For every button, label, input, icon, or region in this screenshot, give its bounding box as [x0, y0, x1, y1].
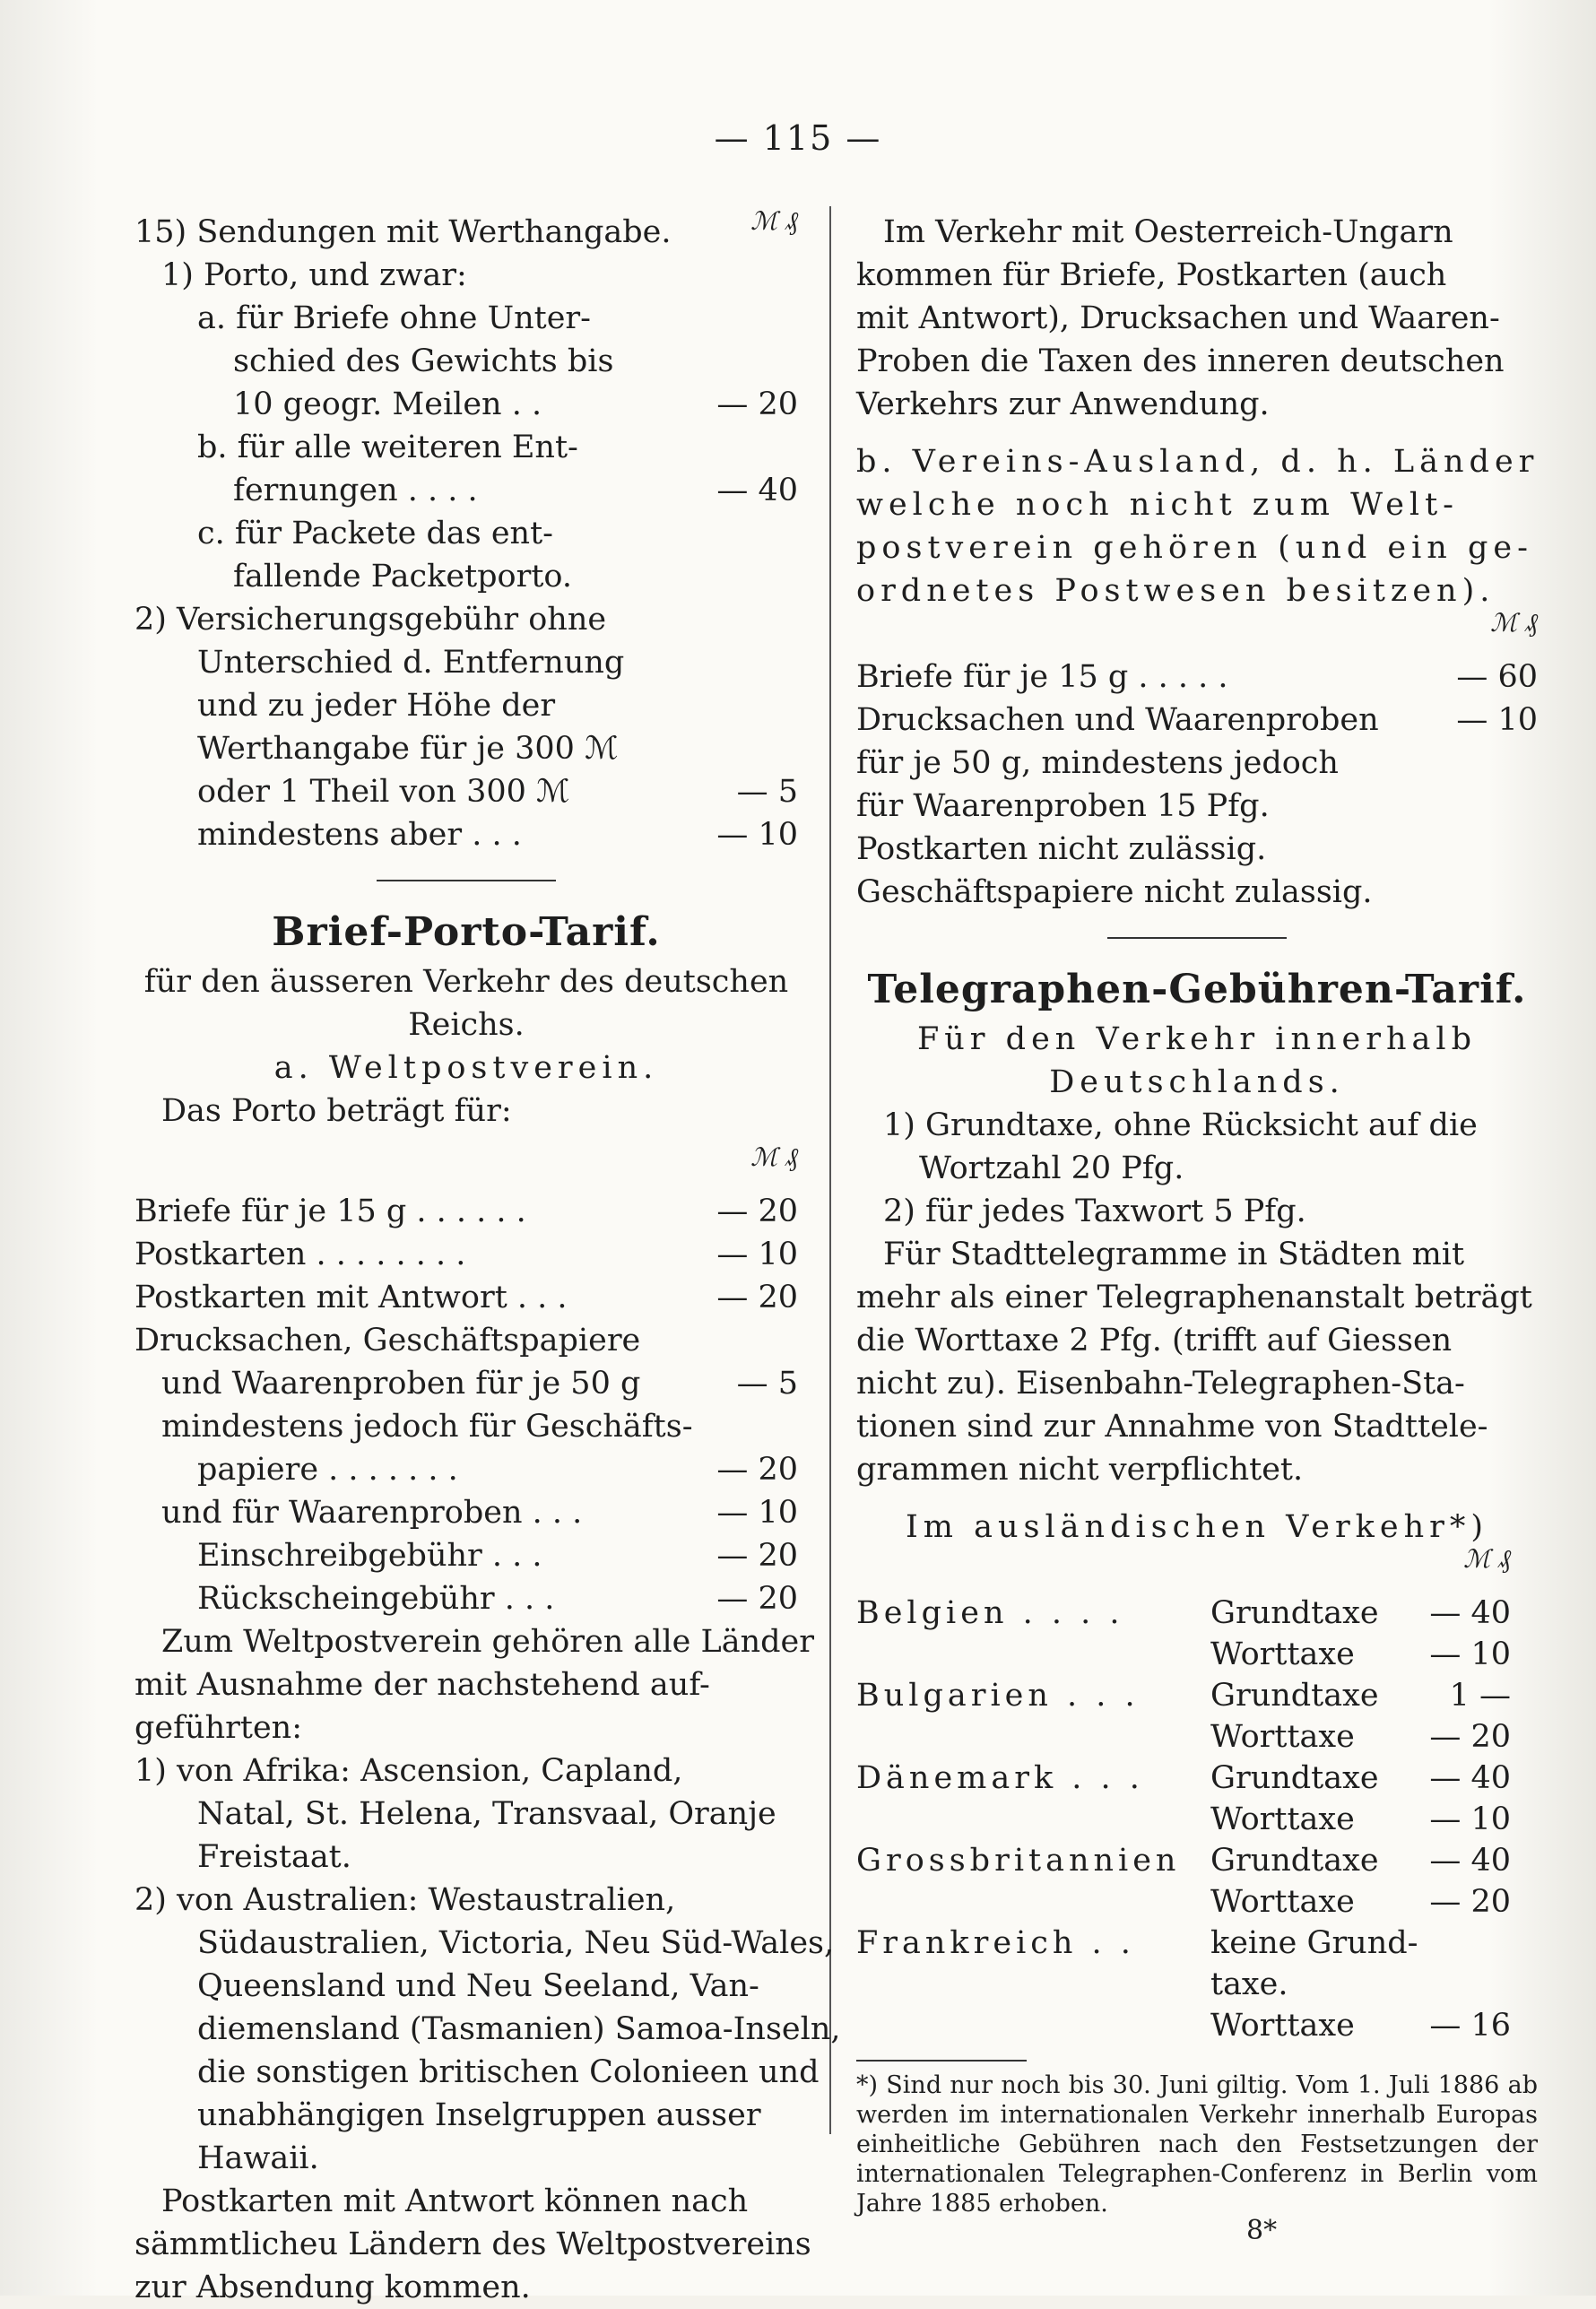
postkarten-note-2: sämmtlicheu Ländern des Weltpostvereins	[134, 2227, 811, 2262]
brief-rate-row	[134, 1276, 798, 1319]
brief-subtitle-1: für den äusseren Verkehr des deutschen	[143, 964, 789, 1000]
drucksachen-line-2: und Waarenproben für je 50 g — 5	[134, 1362, 798, 1405]
stadt-line-5: tionen sind zur Annahme von Stadttele-	[856, 1409, 1488, 1445]
amount: — 20	[716, 1452, 798, 1488]
telegraphen-subtitle-2: Deutschlands.	[1049, 1064, 1345, 1100]
zum-line-1: Zum Weltpostverein gehören alle Länder	[161, 1624, 814, 1660]
brief-rate-row	[134, 1190, 798, 1233]
australien-line-4: diemensland (Tasmanien) Samoa-Inseln,	[197, 2011, 841, 2047]
country-name: Belgien . . . .	[856, 1595, 1124, 1631]
footnote: *) Sind nur noch bis 30. Juni giltig. Vom 1. Juli 1886 ab werden im internationalen Verkehr innerhalb Europas einheitliche Gebühren nach den Festsetzungen der internationalen Telegraphen-Conferenz in Berlin vom Jahre 1885 erhoben.	[856, 2071, 1538, 2218]
telegraph-rate-row	[856, 1674, 1538, 1715]
amount: — 40	[1429, 1760, 1511, 1796]
amount: — 5	[736, 774, 798, 810]
postkarten-note-1: Postkarten mit Antwort können nach	[161, 2183, 749, 2219]
amount: — 20	[716, 1581, 798, 1617]
amount: — 10	[716, 1237, 798, 1272]
amount: — 40	[1429, 1843, 1511, 1879]
vereins-ausland-line-4: ordnetes Postwesen besitzen).	[856, 573, 1496, 609]
telegraph-rate-row	[856, 1839, 1538, 1880]
item-b-line-2: fernungen . . . . — 40	[134, 469, 798, 512]
oesterreich-line-1: Im Verkehr mit Oesterreich-Ungarn	[883, 214, 1453, 250]
oesterreich-line-2: kommen für Briefe, Postkarten (auch	[856, 257, 1447, 293]
vereins-line-6: Geschäftspapiere nicht zulassig.	[856, 874, 1373, 910]
column-divider	[829, 206, 831, 2134]
item-a-line-3: 10 geogr. Meilen . . — 20	[134, 383, 798, 426]
vereins-ausland-line-1: b. Vereins-Ausland, d. h. Länder	[856, 444, 1540, 480]
country-name: Frankreich . .	[856, 1925, 1135, 1961]
section-15-heading: 15) Sendungen mit Werthangabe. ℳ ₰	[134, 211, 798, 254]
insurance-line-3: und zu jeder Höhe der	[197, 688, 556, 724]
drucksachen-line-4: papiere . . . . . . . — 20	[134, 1448, 798, 1491]
insurance-line-5: oder 1 Theil von 300 ℳ — 5	[134, 770, 798, 813]
afrika-line-2: Natal, St. Helena, Transvaal, Oranje	[197, 1796, 776, 1832]
tax-kind: Grundtaxe	[1210, 1843, 1379, 1879]
amount: — 5	[736, 1366, 798, 1402]
postkarten-note-3: zur Absendung kommen.	[134, 2270, 531, 2305]
item-c-line-1: c. für Packete das ent-	[197, 516, 553, 551]
units-row	[856, 608, 1538, 655]
item-c-line-2: fallende Packetporto.	[233, 559, 572, 595]
oesterreich-line-4: Proben die Taxen des inneren deutschen	[856, 343, 1505, 379]
amount: — 10	[1456, 702, 1538, 738]
stadt-line-6: grammen nicht verpflichtet.	[856, 1452, 1304, 1488]
rate-label: Briefe für je 15 g . . . . . .	[134, 1194, 526, 1229]
telegraphen-title: Telegraphen-Gebühren-Tarif.	[867, 967, 1527, 1012]
drucksachen-line-3: mindestens jedoch für Geschäfts-	[161, 1409, 693, 1445]
telegraph-rate-row	[856, 1798, 1538, 1839]
units-row	[134, 1142, 798, 1190]
tax-kind: Worttaxe	[1210, 1801, 1355, 1837]
printer-signature: 8*	[1246, 2215, 1278, 2246]
brief-rate-list	[134, 1190, 798, 1319]
tax-kind: keine Grund-	[1210, 1925, 1418, 1961]
country-name: Grossbritannien	[856, 1843, 1181, 1879]
tax-kind: Grundtaxe	[1210, 1678, 1379, 1714]
telegraph-rate-row	[856, 1922, 1538, 1963]
country-name: Bulgarien . . .	[856, 1678, 1140, 1714]
amount: — 10	[1429, 1636, 1511, 1672]
amount: — 60	[1456, 659, 1538, 695]
currency-units: ℳ ₰	[1463, 1544, 1511, 1574]
australien-line-2: Südaustralien, Victoria, Neu Süd-Wales,	[197, 1925, 835, 1961]
amount: — 20	[716, 1538, 798, 1574]
vereins-ausland-line-3: postverein gehören (und ein ge-	[856, 530, 1533, 566]
oesterreich-line-5: Verkehrs zur Anwendung.	[856, 386, 1270, 422]
rueckschein-line: Rückscheingebühr . . . — 20	[134, 1577, 798, 1620]
telegraph-rate-row	[856, 1963, 1538, 2004]
insurance-line-6: mindestens aber . . . — 10	[134, 813, 798, 856]
currency-units: ℳ ₰	[750, 206, 798, 236]
footnote-rule	[856, 2060, 1027, 2062]
vereins-line-3: für je 50 g, mindestens jedoch	[856, 745, 1339, 781]
oesterreich-line-3: mit Antwort), Drucksachen und Waaren-	[856, 300, 1500, 336]
currency-units: ℳ ₰	[750, 1142, 798, 1172]
vereins-line-4: für Waarenproben 15 Pfg.	[856, 788, 1270, 824]
amount: — 10	[716, 1495, 798, 1531]
amount: — 16	[1429, 2008, 1511, 2044]
page-number: — 115 —	[714, 118, 882, 158]
units-row	[856, 1544, 1538, 1592]
stadt-line-1: Für Stadttelegramme in Städten mit	[883, 1237, 1465, 1272]
telegraph-rate-row	[856, 1880, 1538, 1922]
australien-line-6: unabhängigen Inselgruppen ausser	[197, 2097, 761, 2133]
drucksachen-line-5: und für Waarenproben . . . — 10	[134, 1491, 798, 1534]
item-b-line-1: b. für alle weiteren Ent-	[197, 430, 578, 465]
stadt-line-3: die Worttaxe 2 Pfg. (trifft auf Giessen	[856, 1323, 1453, 1358]
amount: — 10	[1429, 1801, 1511, 1837]
telegraphen-subtitle-1: Für den Verkehr innerhalb	[916, 1021, 1478, 1057]
telegraph-rate-table	[856, 1592, 1538, 2045]
brief-subtitle-2: Reichs.	[408, 1007, 525, 1043]
insurance-line-2: Unterschied d. Entfernung	[197, 645, 625, 681]
tax-kind: Worttaxe	[1210, 1884, 1355, 1920]
rate-label: Postkarten mit Antwort . . .	[134, 1280, 568, 1315]
tax-kind: Worttaxe	[1210, 2008, 1355, 2044]
amount: — 20	[716, 1194, 798, 1229]
insurance-line-4: Werthangabe für je 300 ℳ	[197, 731, 619, 767]
amount: — 20	[1429, 1719, 1511, 1755]
drucksachen-line-1: Drucksachen, Geschäftspapiere	[134, 1323, 641, 1358]
tax-kind: Grundtaxe	[1210, 1760, 1379, 1796]
zum-line-2: mit Ausnahme der nachstehend auf-	[134, 1667, 710, 1703]
currency-units: ℳ ₰	[1490, 608, 1538, 638]
stadt-line-2: mehr als einer Telegraphenanstalt beträgt	[856, 1280, 1532, 1315]
telegraph-rate-row	[856, 1757, 1538, 1798]
einschreib-line: Einschreibgebühr . . . — 20	[134, 1534, 798, 1577]
weltpostverein-heading: a. Weltpostverein.	[273, 1050, 659, 1086]
section-rule	[377, 880, 556, 881]
afrika-line-3: Freistaat.	[197, 1839, 351, 1875]
left-column	[134, 206, 841, 2309]
vereins-drucksachen: Drucksachen und Waarenproben — 10	[856, 699, 1538, 742]
tax-kind: Worttaxe	[1210, 1636, 1355, 1672]
section-rule	[1107, 937, 1287, 939]
brief-rate-row	[134, 1233, 798, 1276]
afrika-line-1: 1) von Afrika: Ascension, Capland,	[134, 1753, 683, 1789]
australien-line-7: Hawaii.	[197, 2140, 319, 2176]
tax-kind: Grundtaxe	[1210, 1595, 1379, 1631]
porto-intro: Das Porto beträgt für:	[161, 1093, 512, 1129]
rate-label: Postkarten . . . . . . . .	[134, 1237, 466, 1272]
amount: — 20	[1429, 1884, 1511, 1920]
amount: 1 —	[1449, 1678, 1511, 1714]
brief-porto-title: Brief-Porto-Tarif.	[272, 909, 661, 955]
amount: — 10	[716, 817, 798, 853]
grundtaxe-line-1: 1) Grundtaxe, ohne Rücksicht auf die	[883, 1107, 1478, 1143]
telegraph-rate-row	[856, 1715, 1538, 1757]
telegraph-rate-row	[856, 1633, 1538, 1674]
stadt-line-4: nicht zu). Eisenbahn-Telegraphen-Sta-	[856, 1366, 1465, 1402]
australien-line-1: 2) von Australien: Westaustralien,	[134, 1882, 676, 1918]
telegraph-rate-row	[856, 2004, 1538, 2045]
vereins-briefe: Briefe für je 15 g . . . . . — 60	[856, 655, 1538, 699]
item-a-line-2: schied des Gewichts bis	[233, 343, 614, 379]
amount: — 20	[716, 1280, 798, 1315]
tax-kind: Worttaxe	[1210, 1719, 1355, 1755]
porto-line: 1) Porto, und zwar:	[161, 257, 467, 293]
australien-line-5: die sonstigen britischen Colonieen und	[197, 2054, 820, 2090]
tax-kind: taxe.	[1210, 1966, 1288, 2002]
australien-line-3: Queensland und Neu Seeland, Van-	[197, 1968, 759, 2004]
vereins-line-5: Postkarten nicht zulässig.	[856, 831, 1267, 867]
right-column	[856, 211, 1538, 2218]
auslaendisch-heading: Im ausländischen Verkehr*)	[905, 1509, 1489, 1545]
grundtaxe-line-2: Wortzahl 20 Pfg.	[919, 1150, 1184, 1186]
telegraph-rate-row	[856, 1592, 1538, 1633]
zum-line-3: geführten:	[134, 1710, 302, 1746]
amount: — 20	[716, 386, 798, 422]
taxwort-line: 2) für jedes Taxwort 5 Pfg.	[883, 1194, 1306, 1229]
amount: — 40	[716, 473, 798, 508]
vereins-ausland-line-2: welche noch nicht zum Welt-	[856, 487, 1460, 523]
amount: — 40	[1429, 1595, 1511, 1631]
item-a-line-1: a. für Briefe ohne Unter-	[197, 300, 591, 336]
insurance-line-1: 2) Versicherungsgebühr ohne	[134, 602, 607, 638]
country-name: Dänemark . . .	[856, 1760, 1144, 1796]
